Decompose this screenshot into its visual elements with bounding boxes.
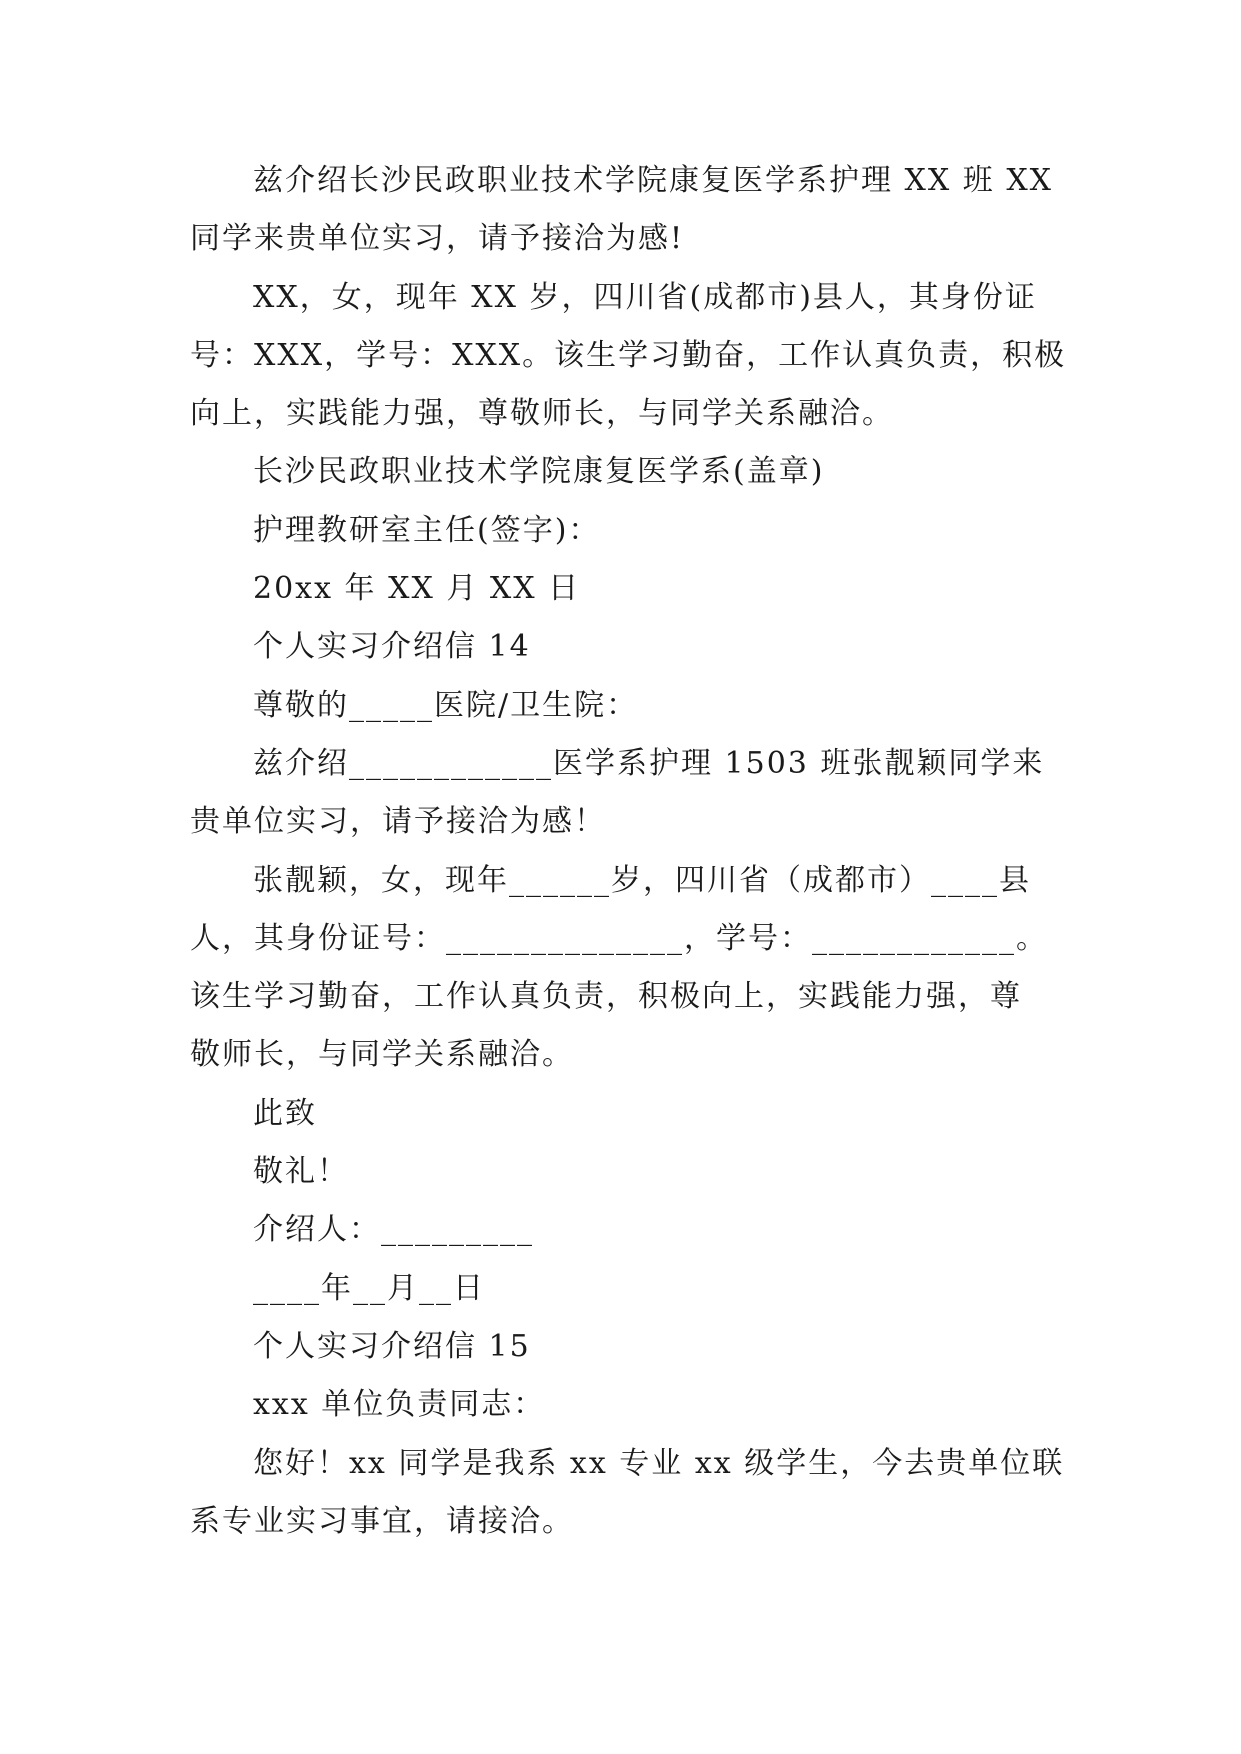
paragraph-line: XX，女，现年 XX 岁，四川省(成都市)县人，其身份证 — [253, 279, 1037, 315]
paragraph-line: 向上，实践能力强，尊敬师长，与同学关系融洽。 — [190, 396, 894, 432]
paragraph-line: 兹介绍____________医学系护理 1503 班张靓颖同学来 — [253, 745, 1045, 781]
paragraph-line: 同学来贵单位实习，请予接洽为感! — [190, 221, 685, 257]
paragraph-line: 人，其身份证号：______________，学号：____________。 — [190, 920, 1048, 956]
closing-line: 敬礼！ — [253, 1154, 349, 1190]
paragraph-line: 该生学习勤奋，工作认真负责，积极向上，实践能力强，尊 — [190, 979, 1022, 1015]
seal-line: 长沙民政职业技术学院康复医学系(盖章) — [253, 454, 825, 490]
paragraph-line: 号：XXX，学号：XXX。该生学习勤奋，工作认真负责，积极 — [190, 337, 1067, 373]
introducer-line: 介绍人：_________ — [253, 1212, 534, 1248]
paragraph-line: 张靓颖，女，现年______岁，四川省（成都市）____县 — [253, 862, 1031, 898]
closing-line: 此致 — [253, 1095, 317, 1131]
salutation-line: 尊敬的_____医院/卫生院： — [253, 687, 639, 723]
date-line: 20xx 年 XX 月 XX 日 — [253, 571, 581, 607]
paragraph-line: 敬师长，与同学关系融洽。 — [190, 1037, 574, 1073]
paragraph-line: 您好！xx 同学是我系 xx 专业 xx 级学生，今去贵单位联 — [253, 1445, 1065, 1481]
date-line: ____年__月__日 — [253, 1270, 485, 1306]
salutation-line: xxx 单位负责同志： — [253, 1387, 546, 1423]
section-heading: 个人实习介绍信 14 — [253, 629, 531, 665]
signature-line: 护理教研室主任(签字)： — [253, 512, 601, 548]
paragraph-line: 兹介绍长沙民政职业技术学院康复医学系护理 XX 班 XX — [253, 163, 1054, 198]
section-heading: 个人实习介绍信 15 — [253, 1328, 531, 1364]
document-body — [190, 152, 1067, 1551]
paragraph-line: 贵单位实习，请予接洽为感！ — [190, 804, 606, 840]
paragraph-line: 系专业实习事宜，请接洽。 — [190, 1503, 574, 1539]
